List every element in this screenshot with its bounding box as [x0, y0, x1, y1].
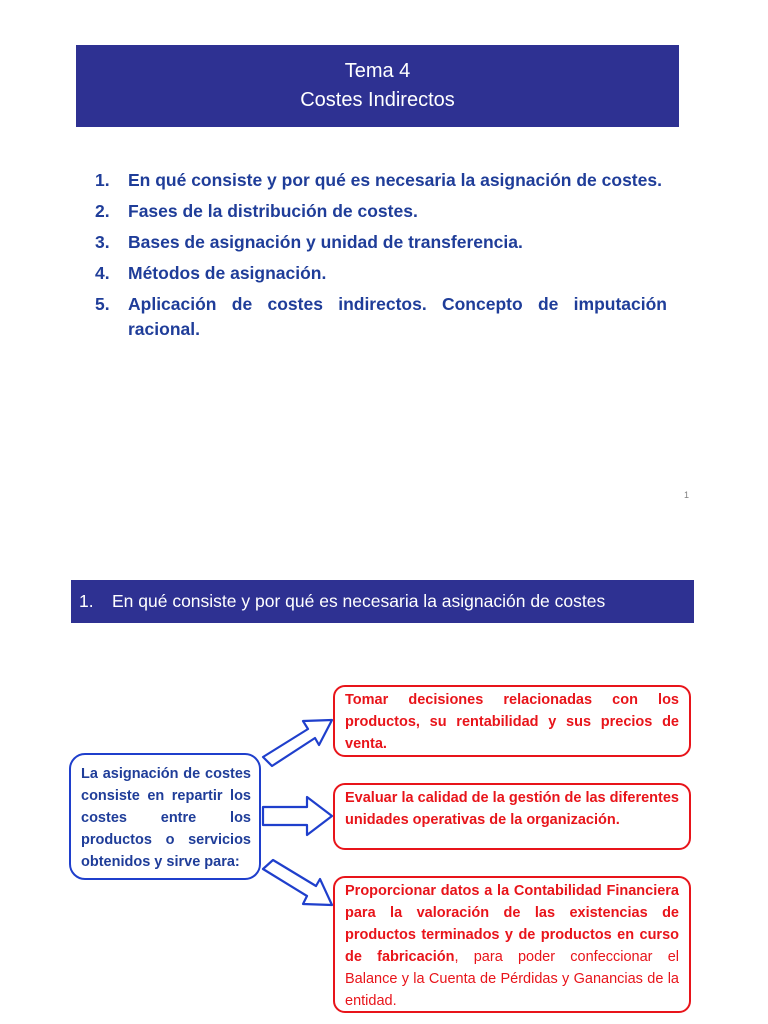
arrow-right	[263, 797, 332, 835]
purpose-text-regular: , para poder confeccionar el Balance y la Cuenta de Pérdidas y Ganancias de la entidad.	[345, 949, 679, 1009]
toc-item-number: 3.	[95, 232, 110, 252]
purpose-box-evaluation: Evaluar la calidad de la gestión de las diferentes unidades operativas de la organización.	[333, 783, 691, 850]
page-number: 1	[684, 490, 690, 500]
source-concept-box: La asignación de costes consiste en repartir los costes entre los productos o servicios obtenidos y sirve para:	[69, 753, 261, 880]
toc-item-number: 1.	[95, 170, 110, 190]
toc-item-text: Aplicación de costes indirectos. Concepto de imputación racional.	[128, 294, 667, 339]
purpose-box-decisions: Tomar decisiones relacionadas con los productos, su rentabilidad y sus precios de venta.	[333, 685, 691, 757]
arrow-up-right	[263, 720, 332, 766]
toc-item-text: Bases de asignación y unidad de transferencia.	[128, 232, 523, 252]
toc-item-text: Fases de la distribución de costes.	[128, 201, 418, 221]
slide-title-line2: Costes Indirectos	[300, 89, 455, 111]
purpose-text-bold: Proporcionar datos a la Contabilidad Financiera para la valoración de las existencias de productos terminados y de productos en curso de fabricación	[345, 883, 679, 965]
section-number: 1.	[79, 591, 94, 611]
purpose-box-financial-data	[333, 876, 691, 1013]
slide-title-line1: Tema 4	[344, 60, 411, 82]
arrow-down-right	[263, 860, 332, 905]
section-title: En qué consiste y por qué es necesaria la asignación de costes	[112, 591, 606, 611]
toc-item-number: 5.	[95, 294, 110, 314]
toc-item-text: Métodos de asignación.	[128, 263, 327, 283]
toc-item-number: 2.	[95, 201, 110, 221]
toc-item-text: En qué consiste y por qué es necesaria la asignación de costes.	[128, 170, 662, 190]
toc-item-number: 4.	[95, 263, 110, 283]
